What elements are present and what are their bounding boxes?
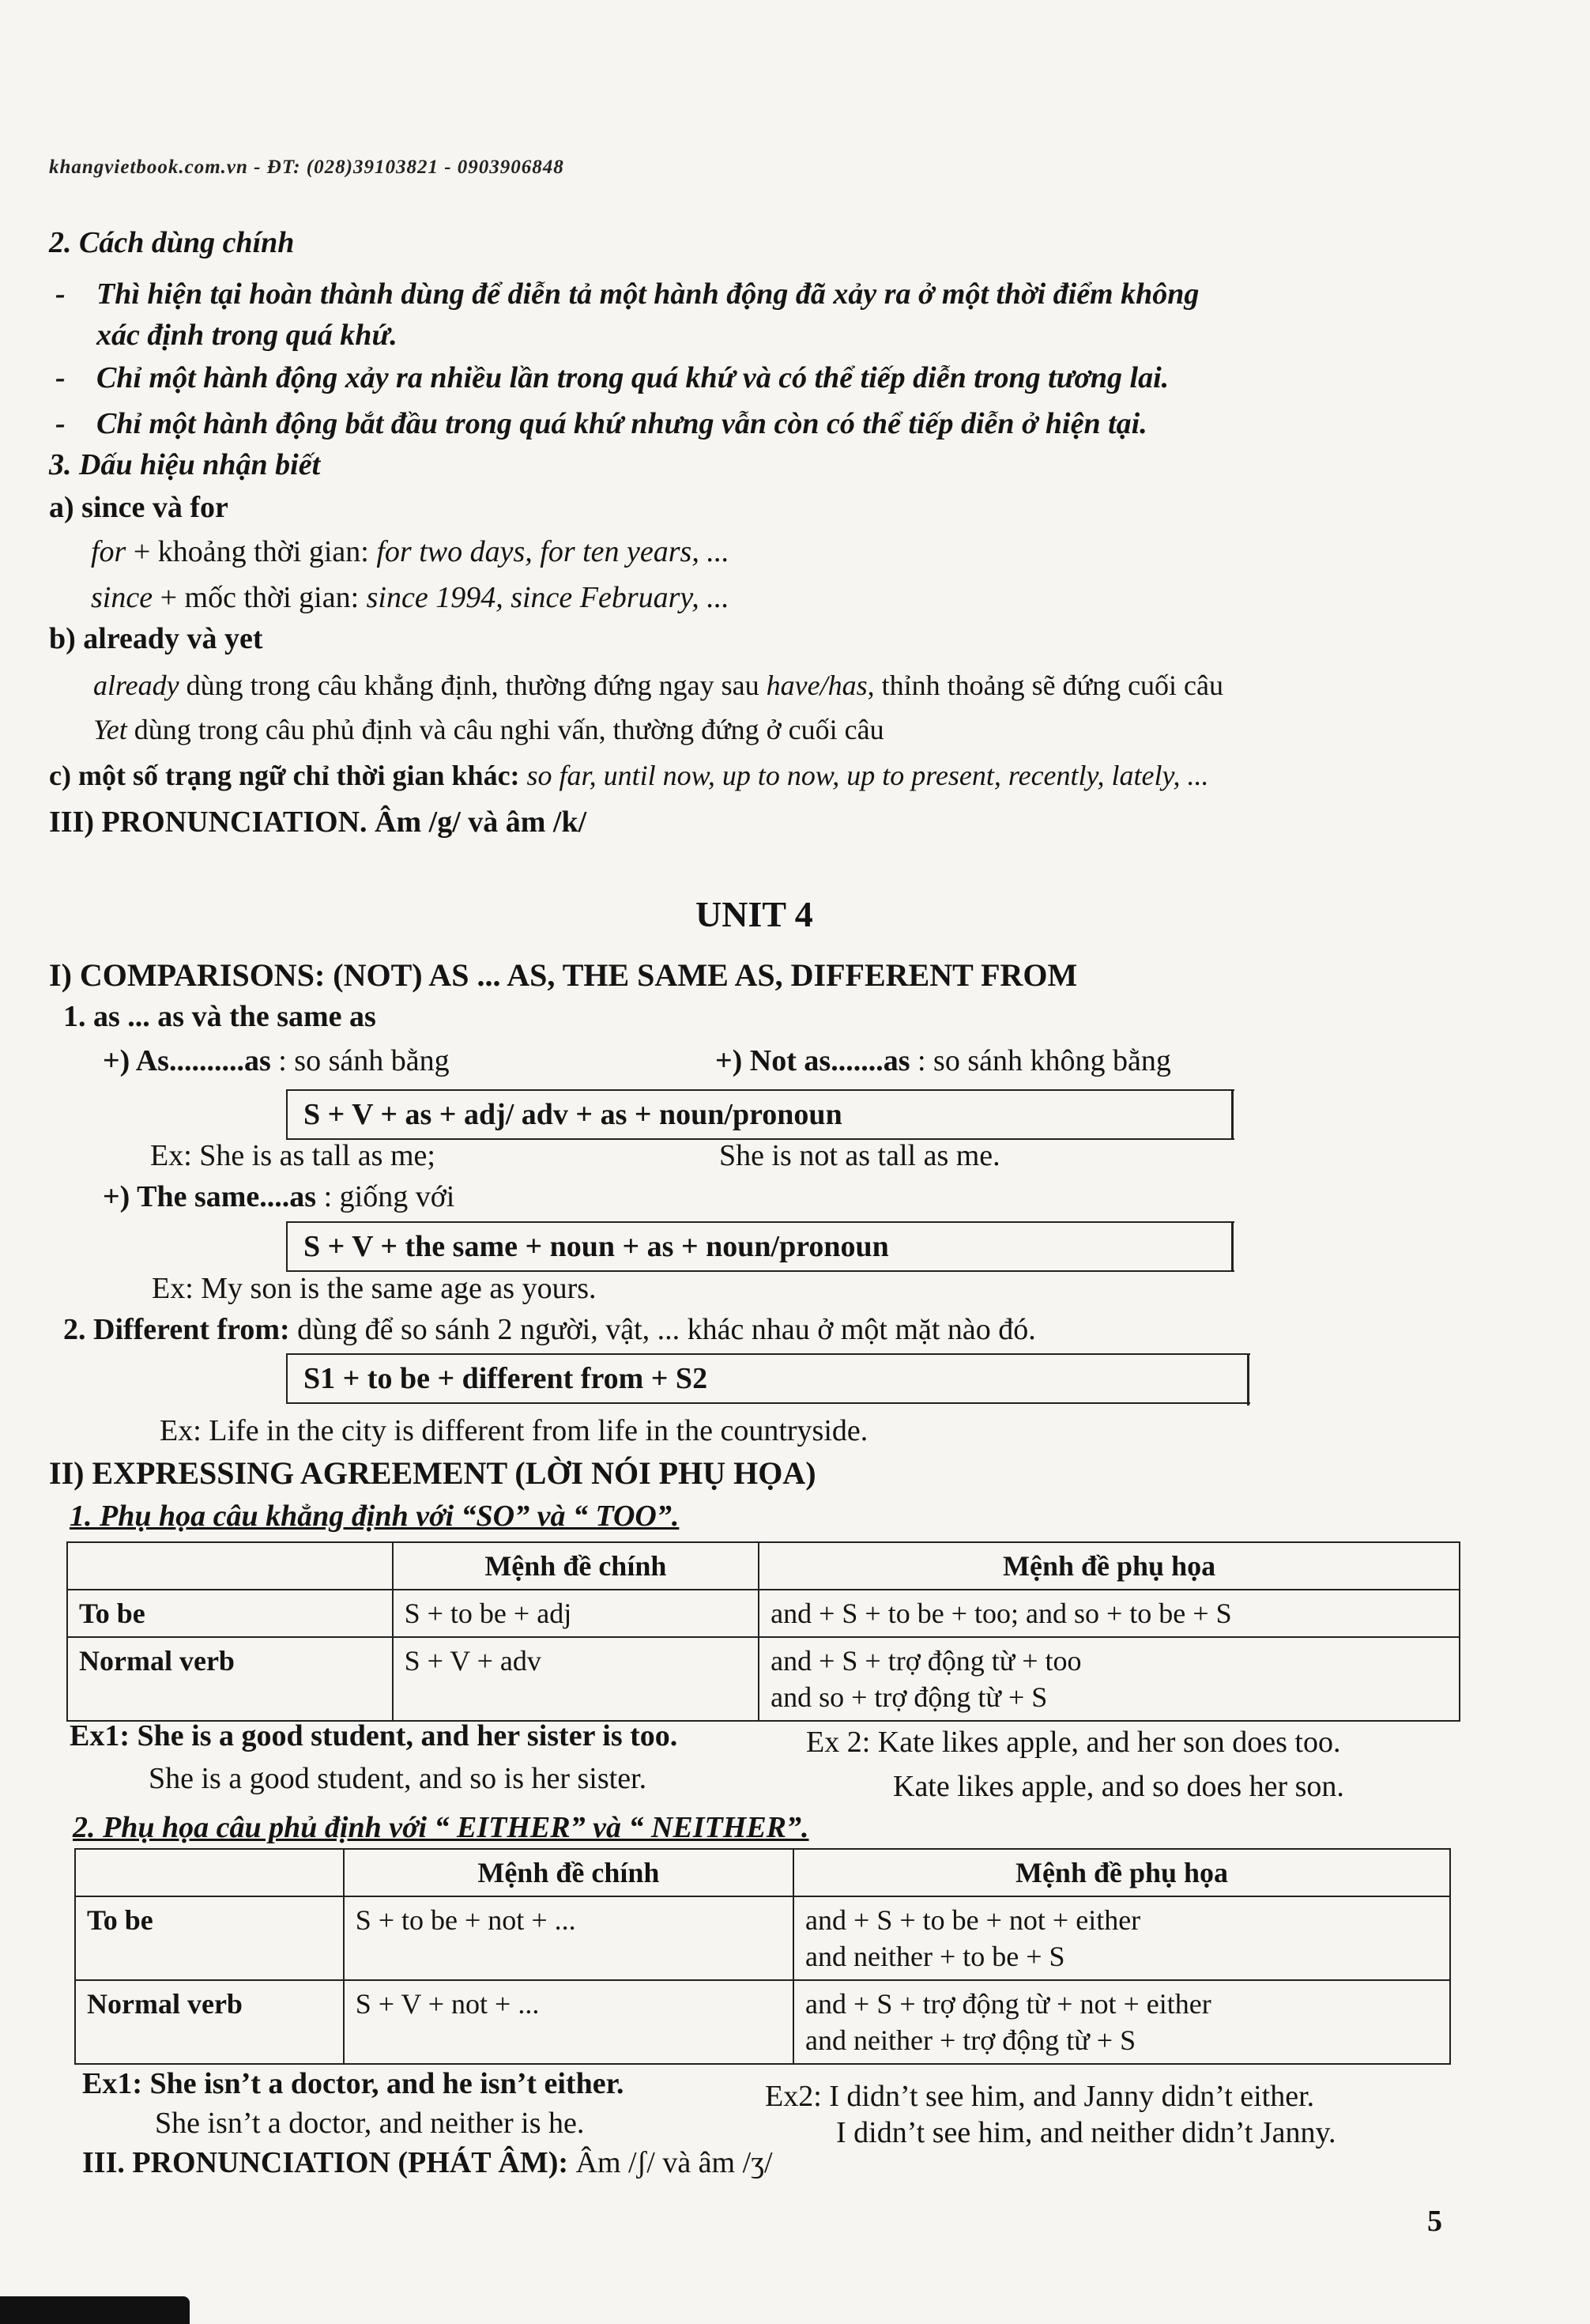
usage-dash-3: - — [55, 407, 66, 440]
so-too-example-1a — [70, 1718, 677, 1753]
for-examples: for two days, for ten years, ... — [376, 535, 729, 568]
usage-line-2: Chỉ một hành động xảy ra nhiều lần trong quá khứ và có thể tiếp diễn trong tương lai. — [96, 361, 1170, 394]
agreement-title: II) EXPRESSING AGREEMENT (LỜI NÓI PHỤ HỌA) — [49, 1455, 816, 1491]
formula-same-as-edge — [1231, 1221, 1234, 1272]
so-too-example-2b: Kate likes apple, and so does her son. — [893, 1770, 1344, 1803]
formula-as-as: S + V + as + adj/ adv + as + noun/pronoun — [286, 1089, 1234, 1140]
so-too-example-1b: She is a good student, and so is her sister. — [149, 1762, 647, 1795]
so-too-table-header — [67, 1542, 1460, 1590]
other-adverbs-line — [49, 759, 1209, 792]
either-neither-title: 2. Phụ họa câu phủ định với “ EITHER” và “ NEITHER”. — [73, 1811, 809, 1844]
usage-line-1: Thì hiện tại hoàn thành dùng để diễn tả một hành động đã xảy ra ở một thời điểm không — [96, 277, 1200, 311]
formula-different-from-edge — [1247, 1353, 1249, 1405]
pronunciation-sounds: Âm /ʃ/ và âm /ʒ/ — [568, 2146, 773, 2179]
already-keyword: already — [93, 670, 179, 701]
other-adverbs-title: c) một số trạng ngữ chỉ thời gian khác: — [49, 760, 527, 791]
for-line — [91, 534, 729, 569]
table-row — [75, 1980, 1450, 2064]
unit-title: UNIT 4 — [695, 894, 813, 934]
table-row — [67, 1590, 1460, 1637]
different-from-line — [63, 1312, 1036, 1347]
example-text: Ex1: She isn’t a doctor, and he isn’t either. — [82, 2067, 624, 2100]
so-too-table — [66, 1541, 1460, 1722]
not-as-line — [715, 1043, 1171, 1078]
same-as-label: +) The same....as — [103, 1180, 317, 1213]
not-as-desc: : so sánh không bằng — [910, 1044, 1171, 1077]
table-cell — [759, 1637, 1460, 1721]
table-cell-line: and so + trợ động từ + S — [771, 1681, 1048, 1713]
so-too-example-2a: Ex 2: Kate likes apple, and her son does too. — [806, 1726, 1341, 1759]
usage-dash-1: - — [55, 277, 66, 311]
either-example-2a: Ex2: I didn’t see him, and Janny didn’t either. — [765, 2080, 1315, 2113]
either-example-2b: I didn’t see him, and neither didn’t Janny. — [836, 2116, 1336, 2149]
usage-line-3: Chỉ một hành động bắt đầu trong quá khứ nhưng vẫn còn có thể tiếp diễn ở hiện tại. — [96, 407, 1147, 440]
comparisons-title: I) COMPARISONS: (NOT) AS ... AS, THE SAME AS, DIFFERENT FROM — [49, 957, 1078, 993]
table-cell: S + V + not + ... — [344, 1980, 793, 2064]
yet-line — [93, 713, 884, 746]
table-cell: S + V + adv — [393, 1637, 759, 1721]
different-from-example: Ex: Life in the city is different from life in the countryside. — [160, 1414, 868, 1447]
table-header-cell — [67, 1542, 393, 1590]
pronunciation-g-k: III) PRONUNCIATION. Âm /g/ và âm /k/ — [49, 805, 587, 839]
as-as-example-2: She is not as tall as me. — [719, 1139, 1000, 1172]
for-keyword: for — [91, 535, 126, 568]
table-header-cell: Mệnh đề phụ họa — [793, 1849, 1450, 1896]
since-text: + mốc thời gian: — [153, 581, 367, 614]
table-header-cell: Mệnh đề chính — [393, 1542, 759, 1590]
table-cell: To be — [75, 1896, 344, 1980]
pronunciation-sh-zh — [82, 2145, 773, 2180]
formula-different-from: S1 + to be + different from + S2 — [286, 1353, 1250, 1404]
table-cell — [793, 1980, 1450, 2064]
since-examples: since 1994, since February, ... — [366, 581, 729, 614]
usage-title: 2. Cách dùng chính — [49, 226, 295, 259]
formula-same-as: S + V + the same + noun + as + noun/pronoun — [286, 1221, 1234, 1272]
pronunciation-label: III. PRONUNCIATION (PHÁT ÂM): — [82, 2146, 569, 2179]
table-cell: To be — [67, 1590, 393, 1637]
page-header: khangvietbook.com.vn - ĐT: (028)39103821 - 0903906848 — [49, 157, 564, 178]
for-text: + khoảng thời gian: — [126, 535, 377, 568]
either-neither-table — [74, 1848, 1451, 2065]
already-line — [93, 669, 1223, 702]
as-as-line — [103, 1043, 450, 1078]
yet-keyword: Yet — [93, 714, 127, 745]
scan-edge-mark — [0, 2296, 190, 2324]
as-as-label: +) As..........as — [103, 1044, 271, 1077]
page-number: 5 — [1427, 2205, 1442, 2238]
table-cell-line: and + S + trợ động từ + too — [771, 1645, 1082, 1677]
since-keyword: since — [91, 581, 153, 614]
table-cell-line: and + S + trợ động từ + not + either — [805, 1988, 1211, 2020]
table-cell-line: and neither + to be + S — [805, 1941, 1065, 1972]
yet-text: dùng trong câu phủ định và câu nghi vấn, thường đứng ở cuối câu — [126, 714, 884, 745]
as-as-example-1: Ex: She is as tall as me; — [150, 1139, 435, 1172]
table-header-cell: Mệnh đề phụ họa — [759, 1542, 1460, 1590]
table-header-cell — [75, 1849, 344, 1896]
same-as-example: Ex: My son is the same age as yours. — [152, 1272, 597, 1305]
so-too-title: 1. Phụ họa câu khẳng định với “SO” và “ TOO”. — [70, 1500, 680, 1533]
formula-as-as-edge — [1231, 1089, 1234, 1140]
already-text: dùng trong câu khẳng định, thường đứng ngay sau — [179, 670, 767, 701]
table-row — [75, 1896, 1450, 1980]
table-header-cell: Mệnh đề chính — [344, 1849, 793, 1896]
either-example-1a — [82, 2066, 624, 2101]
table-row — [67, 1637, 1460, 1721]
table-cell-line: and neither + trợ động từ + S — [805, 2024, 1136, 2056]
other-adverbs-examples: so far, until now, up to now, up to present, recently, lately, ... — [526, 760, 1209, 791]
since-line — [91, 580, 729, 615]
table-cell: S + to be + adj — [393, 1590, 759, 1637]
either-example-1b: She isn’t a doctor, and neither is he. — [155, 2107, 585, 2140]
already-yet-title: b) already và yet — [49, 622, 263, 655]
signs-title: 3. Dấu hiệu nhận biết — [49, 448, 321, 481]
different-from-label: 2. Different from: — [63, 1313, 290, 1346]
table-cell: Normal verb — [75, 1980, 344, 2064]
same-as-desc: : giống với — [316, 1180, 455, 1213]
already-text-2: , thỉnh thoảng sẽ đứng cuối câu — [867, 670, 1223, 701]
not-as-label: +) Not as.......as — [715, 1044, 910, 1077]
usage-dash-2: - — [55, 361, 66, 394]
example-text: Ex1: She is a good student, and her sister is too. — [70, 1719, 678, 1752]
table-cell-line: and + S + to be + not + either — [805, 1904, 1141, 1936]
same-as-line — [103, 1179, 454, 1214]
table-cell: Normal verb — [67, 1637, 393, 1721]
table-cell — [793, 1896, 1450, 1980]
as-as-subtitle: 1. as ... as và the same as — [63, 1000, 376, 1033]
table-cell: S + to be + not + ... — [344, 1896, 793, 1980]
since-for-title: a) since và for — [49, 491, 228, 524]
usage-line-1b: xác định trong quá khứ. — [96, 319, 398, 352]
either-neither-table-header — [75, 1849, 1450, 1896]
as-as-desc: : so sánh bằng — [270, 1044, 450, 1077]
different-from-desc: dùng để so sánh 2 người, vật, ... khác nhau ở một mặt nào đó. — [289, 1313, 1036, 1346]
table-cell: and + S + to be + too; and so + to be + S — [759, 1590, 1460, 1637]
already-have-has: have/has — [766, 670, 868, 701]
